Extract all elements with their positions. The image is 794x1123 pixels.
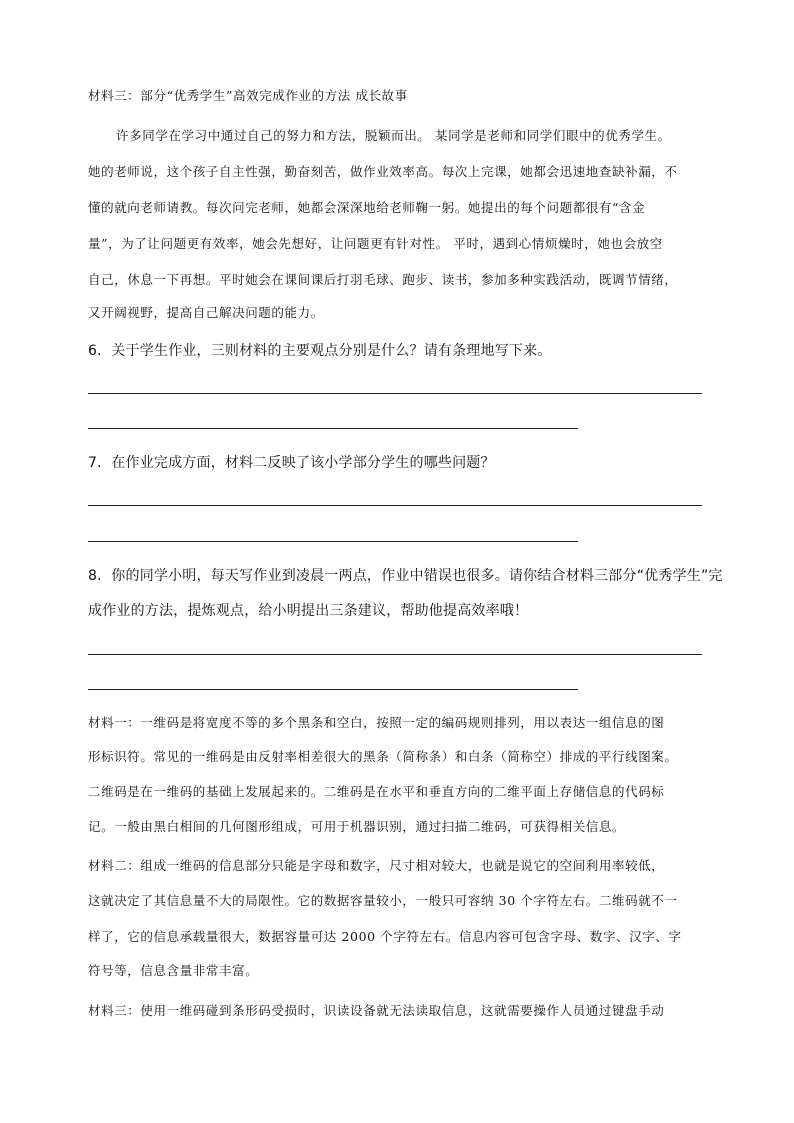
question-8-line-2: 成作业的方法，提炼观点，给小明提出三条建议，帮助他提高效率哦！ [88, 603, 529, 619]
material2-line: 符号等，信息含量非常丰富。 [88, 963, 259, 978]
story-line: 她的老师说，这个孩子自主性强，勤奋刻苦，做作业效率高。每次上完课，她都会迅速地查缺补漏，不 [88, 164, 678, 179]
material2-line: 样了，它的信息承载量很大，数据容量可达 2000 个字符左右。信息内容可包含字母、数字、汉字、字 [88, 929, 682, 944]
story-line: 量”，为了让问题更有效率，她会先想好，让问题更有针对性。 平时，遇到心情烦燥时，她也会放空 [88, 236, 663, 251]
material1-line: 记。一般由黑白相间的几何图形组成，可用于机器识别，通过扫描二维码，可获得相关信息。 [88, 819, 626, 834]
answer-line[interactable] [88, 541, 578, 542]
answer-line[interactable] [88, 428, 578, 429]
question-8-line-1: 8．你的同学小明，每天写作业到凌晨一两点，作业中错误也很多。请你结合材料三部分“优秀学生”完 [88, 568, 723, 584]
story-line: 许多同学在学习中通过自己的努力和方法，脱颖而出。 某同学是老师和同学们眼中的优秀学生。 [116, 128, 671, 143]
question-6: 6．关于学生作业，三则材料的主要观点分别是什么？请有条理地写下来。 [88, 343, 552, 359]
material3-title: 材料三：部分“优秀学生”高效完成作业的方法 成长故事 [88, 88, 408, 103]
answer-line[interactable] [88, 689, 578, 690]
story-line: 自己，休息一下再想。平时她会在课间课后打羽毛球、跑步、读书，参加多种实践活动，既调节情绪， [88, 272, 678, 287]
material1-line: 材料一：一维码是将宽度不等的多个黑条和空白，按照一定的编码规则排列，用以表达一组信息的图 [88, 715, 665, 730]
material2-line: 材料二：组成一维码的信息部分只能是字母和数字，尺寸相对较大，也就是说它的空间利用率较低， [88, 858, 665, 873]
answer-line[interactable] [88, 505, 702, 506]
story-line: 懂的就向老师请教。每次问完老师，她都会深深地给老师鞠一躬。她提出的每个问题都很有“含金 [88, 200, 646, 215]
question-7: 7．在作业完成方面，材料二反映了该小学部分学生的哪些问题？ [88, 455, 495, 471]
answer-line[interactable] [88, 654, 702, 655]
material1-line: 形标识符。常见的一维码是由反射率相差很大的黑条（简称条）和白条（简称空）排成的平行线图案。 [88, 749, 678, 764]
material3-barcode-line: 材料三：使用一维码碰到条形码受损时，识读设备就无法读取信息，这就需要操作人员通过键盘手动 [88, 1003, 665, 1018]
answer-line[interactable] [88, 393, 702, 394]
story-line: 又开阔视野，提高自己解决问题的能力。 [88, 305, 324, 320]
material1-line: 二维码是在一维码的基础上发展起来的。二维码是在水平和垂直方向的二维平面上存储信息的代码标 [88, 784, 665, 799]
material2-line: 这就决定了其信息量不大的局限性。它的数据容量较小，一般只可容纳 30 个字符左右。二维码就不一 [88, 893, 678, 908]
